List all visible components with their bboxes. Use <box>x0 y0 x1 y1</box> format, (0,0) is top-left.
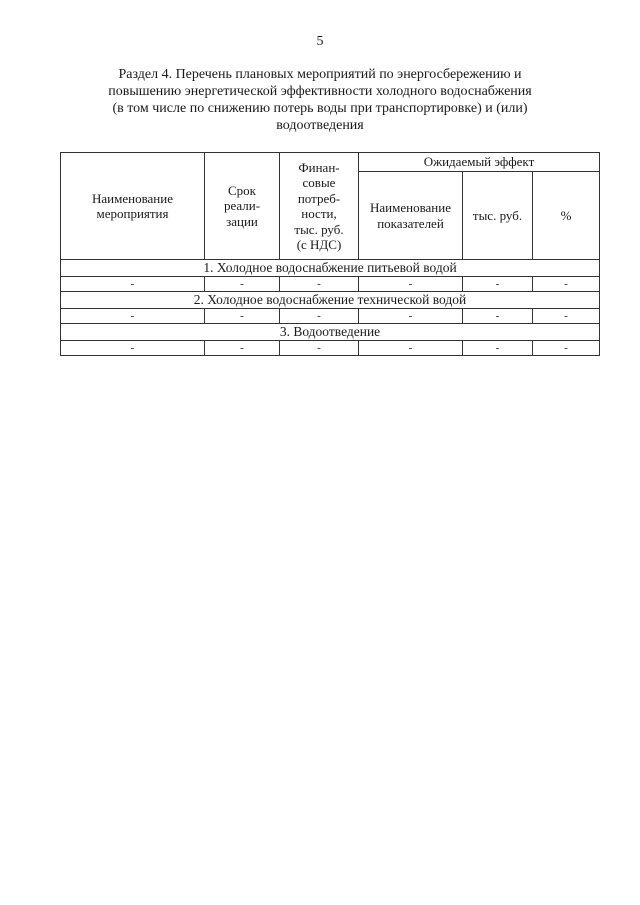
table-cell: - <box>463 341 533 356</box>
table-cell: - <box>61 341 205 356</box>
header-financial-needs: Финан- совые потреб- ности, тыс. руб. (с НДС) <box>280 153 359 260</box>
table-cell: - <box>463 309 533 324</box>
header-thousand-rub: тыс. руб. <box>463 172 533 260</box>
table-cell: - <box>359 309 463 324</box>
section-title <box>70 66 570 134</box>
title-line: повышению энергетической эффективности холодного водоснабжения <box>108 84 532 99</box>
table-cell: - <box>533 309 600 324</box>
table-cell: - <box>205 309 280 324</box>
table-cell: - <box>533 277 600 292</box>
table-row <box>61 341 600 356</box>
table-cell: - <box>61 309 205 324</box>
table-cell: - <box>61 277 205 292</box>
title-line: (в том числе по снижению потерь воды при транспортировке) и (или) <box>112 101 528 116</box>
table-cell: - <box>280 309 359 324</box>
header-indicator-name: Наименование показателей <box>359 172 463 260</box>
table-cell: - <box>359 277 463 292</box>
header-percent: % <box>533 172 600 260</box>
measures-table <box>60 152 600 356</box>
table-row <box>61 277 600 292</box>
title-line: водоотведения <box>276 118 364 133</box>
header-expected-effect: Ожидаемый эффект <box>359 153 600 172</box>
section-row-title: 2. Холодное водоснабжение технической водой <box>61 292 600 309</box>
table-cell: - <box>205 277 280 292</box>
table-cell: - <box>280 341 359 356</box>
table-cell: - <box>533 341 600 356</box>
table-cell: - <box>463 277 533 292</box>
page-number: 5 <box>316 34 324 49</box>
header-measure-name: Наименование мероприятия <box>61 153 205 260</box>
table-cell: - <box>359 341 463 356</box>
section-row-title: 1. Холодное водоснабжение питьевой водой <box>61 260 600 277</box>
title-line: Раздел 4. Перечень плановых мероприятий по энергосбережению и <box>118 67 522 82</box>
header-term: Срок реали- зации <box>205 153 280 260</box>
section-row-title: 3. Водоотведение <box>61 324 600 341</box>
table-row <box>61 309 600 324</box>
table-cell: - <box>280 277 359 292</box>
table-cell: - <box>205 341 280 356</box>
